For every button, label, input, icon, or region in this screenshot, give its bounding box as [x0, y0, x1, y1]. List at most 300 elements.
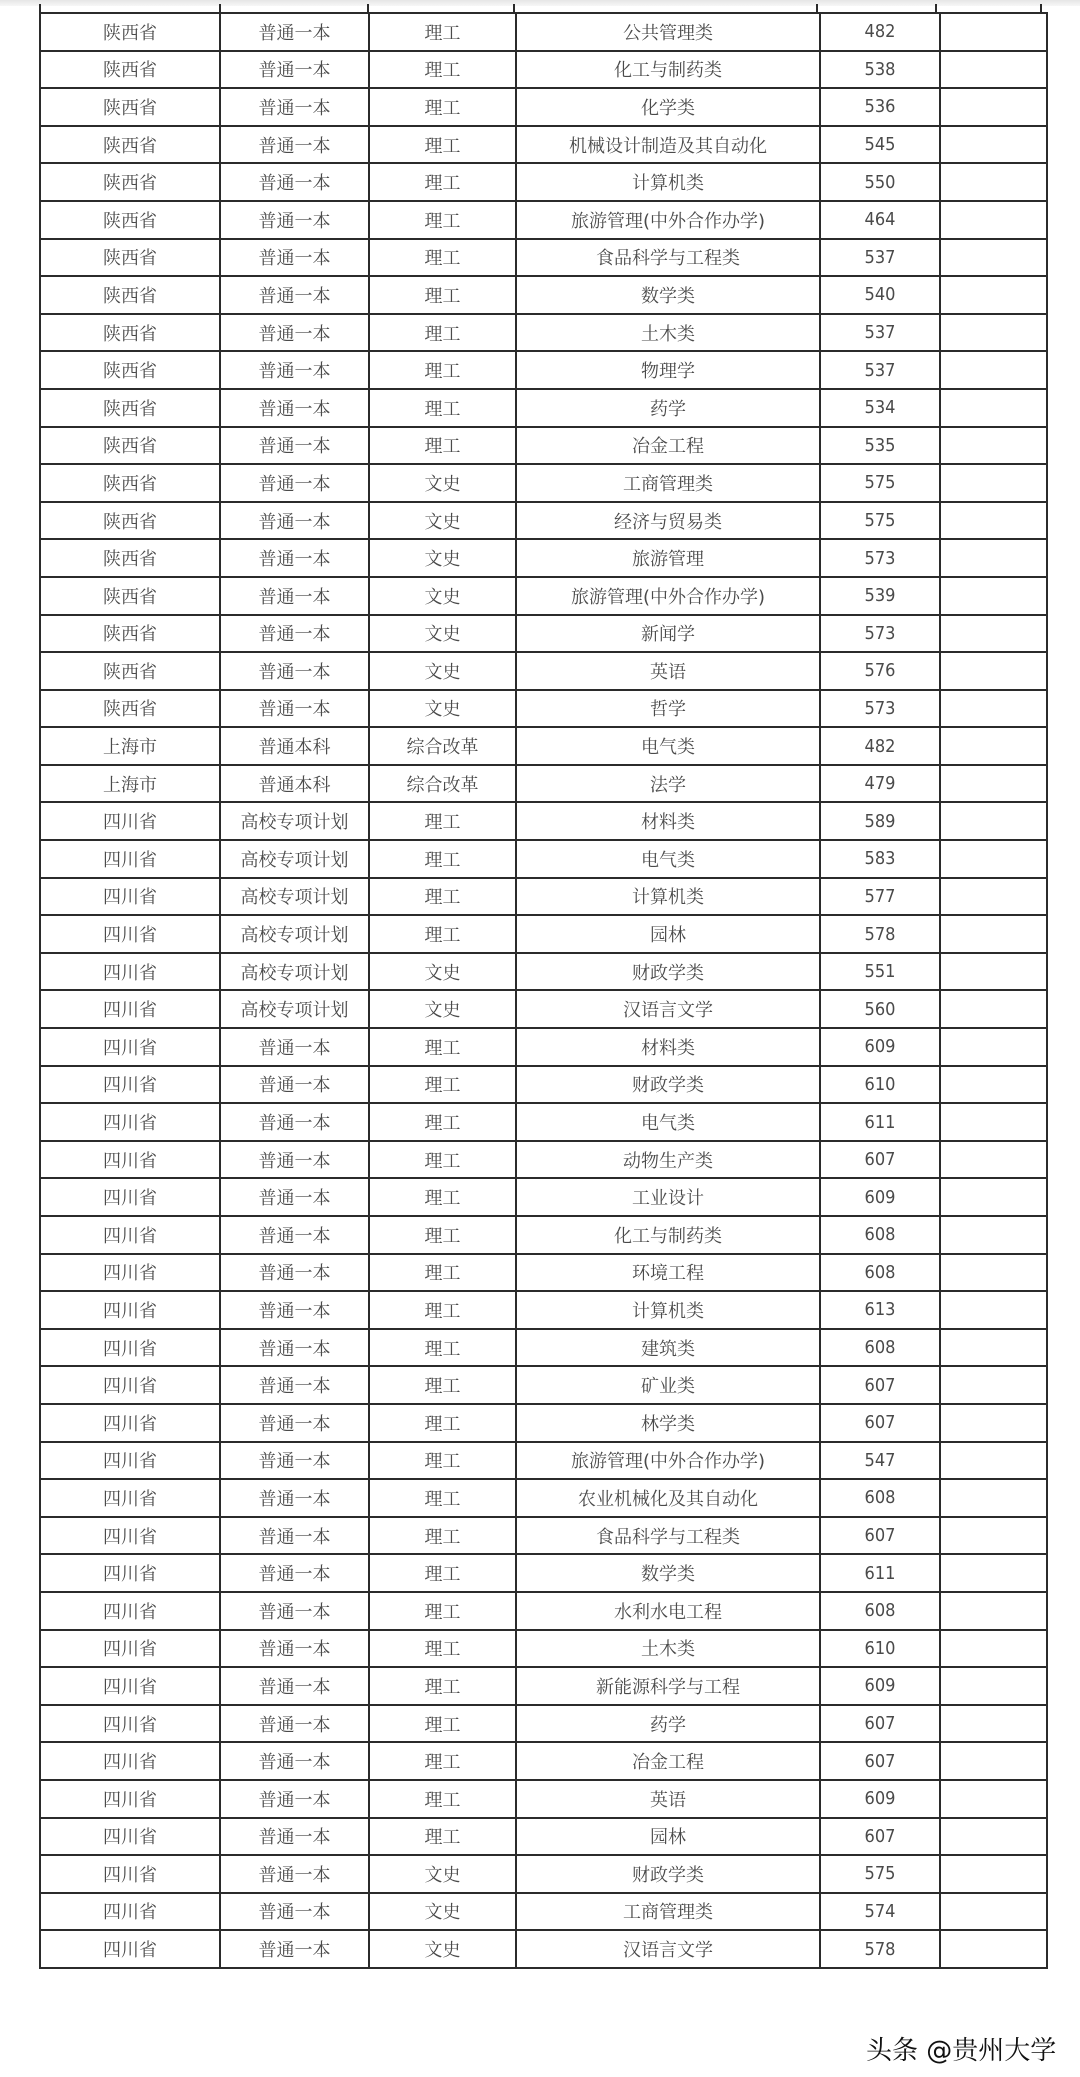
- subject-type-cell: 文史: [369, 502, 516, 540]
- province-cell: 陕西省: [40, 88, 220, 126]
- province-cell: 陕西省: [40, 615, 220, 653]
- major-cell: 化工与制药类: [516, 51, 820, 89]
- major-cell: 经济与贸易类: [516, 502, 820, 540]
- score-cell: 607: [820, 1517, 940, 1555]
- major-cell: 电气类: [516, 840, 820, 878]
- score-cell: 560: [820, 990, 940, 1028]
- province-cell: 四川省: [40, 1667, 220, 1705]
- table-row: [40, 1216, 1047, 1254]
- batch-cell: 高校专项计划: [220, 915, 369, 953]
- batch-cell: 普通一本: [220, 389, 369, 427]
- batch-cell: 普通一本: [220, 1893, 369, 1931]
- score-cell: 607: [820, 1742, 940, 1780]
- table-row: [40, 126, 1047, 164]
- batch-cell: 普通一本: [220, 1254, 369, 1292]
- major-cell: 新能源科学与工程: [516, 1667, 820, 1705]
- province-cell: 陕西省: [40, 126, 220, 164]
- subject-type-cell: 综合改革: [369, 727, 516, 765]
- subject-type-cell: 理工: [369, 163, 516, 201]
- province-cell: 四川省: [40, 953, 220, 991]
- major-cell: 数学类: [516, 1554, 820, 1592]
- score-cell: 482: [820, 727, 940, 765]
- table-row: [40, 802, 1047, 840]
- subject-type-cell: 理工: [369, 351, 516, 389]
- subject-type-cell: 理工: [369, 314, 516, 352]
- score-cell: 573: [820, 690, 940, 728]
- major-cell: 工业设计: [516, 1178, 820, 1216]
- major-cell: 冶金工程: [516, 1742, 820, 1780]
- batch-cell: 普通一本: [220, 314, 369, 352]
- batch-cell: 普通一本: [220, 1366, 369, 1404]
- batch-cell: 普通一本: [220, 502, 369, 540]
- province-cell: 四川省: [40, 1818, 220, 1856]
- note-cell: [940, 1103, 1047, 1141]
- province-cell: 四川省: [40, 1705, 220, 1743]
- note-cell: [940, 1028, 1047, 1066]
- note-cell: [940, 878, 1047, 916]
- score-cell: 607: [820, 1705, 940, 1743]
- subject-type-cell: 理工: [369, 51, 516, 89]
- note-cell: [940, 953, 1047, 991]
- score-cell: 535: [820, 427, 940, 465]
- note-cell: [940, 615, 1047, 653]
- note-cell: [940, 1667, 1047, 1705]
- province-cell: 四川省: [40, 1291, 220, 1329]
- score-cell: 608: [820, 1254, 940, 1292]
- province-cell: 陕西省: [40, 389, 220, 427]
- subject-type-cell: 理工: [369, 1517, 516, 1555]
- score-cell: 583: [820, 840, 940, 878]
- major-cell: 冶金工程: [516, 427, 820, 465]
- note-cell: [940, 1254, 1047, 1292]
- note-cell: [940, 1554, 1047, 1592]
- province-cell: 四川省: [40, 1479, 220, 1517]
- table-row: [40, 840, 1047, 878]
- major-cell: 财政学类: [516, 1066, 820, 1104]
- note-cell: [940, 727, 1047, 765]
- major-cell: 药学: [516, 1705, 820, 1743]
- score-cell: 575: [820, 1855, 940, 1893]
- note-cell: [940, 802, 1047, 840]
- subject-type-cell: 文史: [369, 539, 516, 577]
- province-cell: 四川省: [40, 1028, 220, 1066]
- note-cell: [940, 690, 1047, 728]
- province-cell: 四川省: [40, 1329, 220, 1367]
- major-cell: 食品科学与工程类: [516, 1517, 820, 1555]
- batch-cell: 普通一本: [220, 1667, 369, 1705]
- score-cell: 540: [820, 276, 940, 314]
- batch-cell: 普通一本: [220, 1630, 369, 1668]
- table-row: [40, 239, 1047, 277]
- table-row: [40, 1141, 1047, 1179]
- batch-cell: 普通一本: [220, 690, 369, 728]
- score-cell: 613: [820, 1291, 940, 1329]
- note-cell: [940, 51, 1047, 89]
- subject-type-cell: 理工: [369, 1818, 516, 1856]
- table-row: [40, 51, 1047, 89]
- note-cell: [940, 163, 1047, 201]
- subject-type-cell: 文史: [369, 1855, 516, 1893]
- province-cell: 四川省: [40, 990, 220, 1028]
- table-row: [40, 314, 1047, 352]
- score-cell: 573: [820, 539, 940, 577]
- subject-type-cell: 理工: [369, 1141, 516, 1179]
- batch-cell: 普通一本: [220, 51, 369, 89]
- table-row: [40, 502, 1047, 540]
- note-cell: [940, 1780, 1047, 1818]
- province-cell: 四川省: [40, 1893, 220, 1931]
- subject-type-cell: 理工: [369, 1554, 516, 1592]
- subject-type-cell: 理工: [369, 276, 516, 314]
- subject-type-cell: 理工: [369, 840, 516, 878]
- table-row: [40, 1705, 1047, 1743]
- score-cell: 610: [820, 1066, 940, 1104]
- note-cell: [940, 539, 1047, 577]
- table-row: [40, 1404, 1047, 1442]
- subject-type-cell: 文史: [369, 652, 516, 690]
- score-cell: 609: [820, 1780, 940, 1818]
- score-cell: 575: [820, 502, 940, 540]
- score-cell: 482: [820, 13, 940, 51]
- batch-cell: 普通一本: [220, 351, 369, 389]
- subject-type-cell: 综合改革: [369, 765, 516, 803]
- subject-type-cell: 理工: [369, 427, 516, 465]
- subject-type-cell: 理工: [369, 1366, 516, 1404]
- batch-cell: 普通一本: [220, 577, 369, 615]
- score-cell: 575: [820, 464, 940, 502]
- major-cell: 工商管理类: [516, 1893, 820, 1931]
- table-row: [40, 690, 1047, 728]
- batch-cell: 普通一本: [220, 1818, 369, 1856]
- note-cell: [940, 1893, 1047, 1931]
- province-cell: 四川省: [40, 1366, 220, 1404]
- score-cell: 610: [820, 1630, 940, 1668]
- batch-cell: 普通一本: [220, 201, 369, 239]
- table-row: [40, 878, 1047, 916]
- province-cell: 陕西省: [40, 502, 220, 540]
- note-cell: [940, 1930, 1047, 1968]
- score-cell: 578: [820, 915, 940, 953]
- table-row: [40, 88, 1047, 126]
- batch-cell: 普通一本: [220, 1291, 369, 1329]
- note-cell: [940, 1066, 1047, 1104]
- major-cell: 汉语言文学: [516, 1930, 820, 1968]
- major-cell: 土木类: [516, 314, 820, 352]
- score-cell: 609: [820, 1178, 940, 1216]
- note-cell: [940, 88, 1047, 126]
- province-cell: 陕西省: [40, 464, 220, 502]
- subject-type-cell: 理工: [369, 1667, 516, 1705]
- score-cell: 538: [820, 51, 940, 89]
- subject-type-cell: 理工: [369, 1329, 516, 1367]
- province-cell: 上海市: [40, 765, 220, 803]
- note-cell: [940, 1291, 1047, 1329]
- note-cell: [940, 351, 1047, 389]
- major-cell: 旅游管理(中外合作办学): [516, 577, 820, 615]
- province-cell: 陕西省: [40, 163, 220, 201]
- subject-type-cell: 文史: [369, 577, 516, 615]
- note-cell: [940, 1818, 1047, 1856]
- batch-cell: 普通一本: [220, 464, 369, 502]
- score-cell: 607: [820, 1366, 940, 1404]
- subject-type-cell: 理工: [369, 915, 516, 953]
- batch-cell: 高校专项计划: [220, 802, 369, 840]
- note-cell: [940, 1705, 1047, 1743]
- score-cell: 545: [820, 126, 940, 164]
- province-cell: 上海市: [40, 727, 220, 765]
- major-cell: 化学类: [516, 88, 820, 126]
- province-cell: 四川省: [40, 840, 220, 878]
- table-row: [40, 1442, 1047, 1480]
- note-cell: [940, 464, 1047, 502]
- note-cell: [940, 1517, 1047, 1555]
- province-cell: 陕西省: [40, 351, 220, 389]
- table-row: [40, 1103, 1047, 1141]
- batch-cell: 普通一本: [220, 1855, 369, 1893]
- province-cell: 陕西省: [40, 652, 220, 690]
- batch-cell: 普通一本: [220, 1554, 369, 1592]
- score-cell: 589: [820, 802, 940, 840]
- score-cell: 609: [820, 1028, 940, 1066]
- major-cell: 数学类: [516, 276, 820, 314]
- batch-cell: 普通本科: [220, 765, 369, 803]
- major-cell: 材料类: [516, 802, 820, 840]
- batch-cell: 普通一本: [220, 1479, 369, 1517]
- province-cell: 四川省: [40, 1742, 220, 1780]
- subject-type-cell: 理工: [369, 201, 516, 239]
- major-cell: 农业机械化及其自动化: [516, 1479, 820, 1517]
- note-cell: [940, 765, 1047, 803]
- major-cell: 工商管理类: [516, 464, 820, 502]
- table-row: [40, 1780, 1047, 1818]
- table-row: [40, 652, 1047, 690]
- batch-cell: 普通一本: [220, 1028, 369, 1066]
- province-cell: 陕西省: [40, 314, 220, 352]
- province-cell: 四川省: [40, 1254, 220, 1292]
- major-cell: 新闻学: [516, 615, 820, 653]
- score-cell: 609: [820, 1667, 940, 1705]
- batch-cell: 普通一本: [220, 1592, 369, 1630]
- major-cell: 英语: [516, 652, 820, 690]
- score-cell: 537: [820, 351, 940, 389]
- subject-type-cell: 理工: [369, 1442, 516, 1480]
- admission-scores-table: [39, 12, 1048, 1969]
- major-cell: 财政学类: [516, 1855, 820, 1893]
- table-row: [40, 201, 1047, 239]
- subject-type-cell: 文史: [369, 1893, 516, 1931]
- table-top-stubs: [0, 0, 1080, 12]
- note-cell: [940, 840, 1047, 878]
- subject-type-cell: 文史: [369, 464, 516, 502]
- major-cell: 计算机类: [516, 163, 820, 201]
- table-row: [40, 1366, 1047, 1404]
- table-row: [40, 1930, 1047, 1968]
- note-cell: [940, 427, 1047, 465]
- batch-cell: 普通一本: [220, 13, 369, 51]
- table-row: [40, 1066, 1047, 1104]
- subject-type-cell: 理工: [369, 1479, 516, 1517]
- note-cell: [940, 1742, 1047, 1780]
- table-row: [40, 1178, 1047, 1216]
- table-row: [40, 351, 1047, 389]
- score-cell: 608: [820, 1479, 940, 1517]
- major-cell: 建筑类: [516, 1329, 820, 1367]
- batch-cell: 高校专项计划: [220, 840, 369, 878]
- subject-type-cell: 理工: [369, 1254, 516, 1292]
- major-cell: 药学: [516, 389, 820, 427]
- table-row: [40, 1028, 1047, 1066]
- major-cell: 汉语言文学: [516, 990, 820, 1028]
- batch-cell: 高校专项计划: [220, 878, 369, 916]
- table-row: [40, 13, 1047, 51]
- note-cell: [940, 1141, 1047, 1179]
- note-cell: [940, 652, 1047, 690]
- subject-type-cell: 理工: [369, 126, 516, 164]
- table-row: [40, 427, 1047, 465]
- province-cell: 陕西省: [40, 13, 220, 51]
- subject-type-cell: 理工: [369, 1178, 516, 1216]
- batch-cell: 普通本科: [220, 727, 369, 765]
- note-cell: [940, 1479, 1047, 1517]
- major-cell: 公共管理类: [516, 13, 820, 51]
- province-cell: 陕西省: [40, 201, 220, 239]
- score-cell: 537: [820, 239, 940, 277]
- score-cell: 479: [820, 765, 940, 803]
- subject-type-cell: 理工: [369, 1630, 516, 1668]
- table-row: [40, 1517, 1047, 1555]
- batch-cell: 普通一本: [220, 1442, 369, 1480]
- province-cell: 四川省: [40, 1141, 220, 1179]
- major-cell: 物理学: [516, 351, 820, 389]
- province-cell: 四川省: [40, 1930, 220, 1968]
- table-row: [40, 577, 1047, 615]
- note-cell: [940, 1630, 1047, 1668]
- score-cell: 577: [820, 878, 940, 916]
- major-cell: 材料类: [516, 1028, 820, 1066]
- note-cell: [940, 1216, 1047, 1254]
- major-cell: 旅游管理: [516, 539, 820, 577]
- subject-type-cell: 理工: [369, 1742, 516, 1780]
- score-cell: 574: [820, 1893, 940, 1931]
- table-row: [40, 1667, 1047, 1705]
- score-cell: 547: [820, 1442, 940, 1480]
- note-cell: [940, 1855, 1047, 1893]
- batch-cell: 普通一本: [220, 652, 369, 690]
- batch-cell: 普通一本: [220, 1930, 369, 1968]
- table-body: [40, 13, 1047, 1968]
- major-cell: 电气类: [516, 727, 820, 765]
- major-cell: 机械设计制造及其自动化: [516, 126, 820, 164]
- province-cell: 陕西省: [40, 427, 220, 465]
- batch-cell: 普通一本: [220, 1141, 369, 1179]
- subject-type-cell: 理工: [369, 802, 516, 840]
- note-cell: [940, 239, 1047, 277]
- note-cell: [940, 1366, 1047, 1404]
- note-cell: [940, 1442, 1047, 1480]
- province-cell: 陕西省: [40, 51, 220, 89]
- subject-type-cell: 理工: [369, 1216, 516, 1254]
- major-cell: 旅游管理(中外合作办学): [516, 201, 820, 239]
- score-cell: 464: [820, 201, 940, 239]
- province-cell: 四川省: [40, 1178, 220, 1216]
- score-cell: 608: [820, 1329, 940, 1367]
- province-cell: 四川省: [40, 1442, 220, 1480]
- table-row: [40, 615, 1047, 653]
- major-cell: 动物生产类: [516, 1141, 820, 1179]
- note-cell: [940, 1404, 1047, 1442]
- major-cell: 英语: [516, 1780, 820, 1818]
- table-row: [40, 990, 1047, 1028]
- major-cell: 化工与制药类: [516, 1216, 820, 1254]
- score-cell: 611: [820, 1554, 940, 1592]
- score-cell: 607: [820, 1818, 940, 1856]
- subject-type-cell: 理工: [369, 239, 516, 277]
- province-cell: 四川省: [40, 1066, 220, 1104]
- table-row: [40, 163, 1047, 201]
- note-cell: [940, 1592, 1047, 1630]
- table-row: [40, 1592, 1047, 1630]
- major-cell: 水利水电工程: [516, 1592, 820, 1630]
- table-row: [40, 539, 1047, 577]
- batch-cell: 高校专项计划: [220, 953, 369, 991]
- batch-cell: 普通一本: [220, 1103, 369, 1141]
- major-cell: 计算机类: [516, 878, 820, 916]
- major-cell: 环境工程: [516, 1254, 820, 1292]
- note-cell: [940, 502, 1047, 540]
- batch-cell: 普通一本: [220, 163, 369, 201]
- province-cell: 四川省: [40, 915, 220, 953]
- subject-type-cell: 文史: [369, 615, 516, 653]
- note-cell: [940, 314, 1047, 352]
- note-cell: [940, 915, 1047, 953]
- table-row: [40, 1855, 1047, 1893]
- province-cell: 陕西省: [40, 690, 220, 728]
- batch-cell: 普通一本: [220, 1329, 369, 1367]
- table-row: [40, 1818, 1047, 1856]
- note-cell: [940, 990, 1047, 1028]
- batch-cell: 普通一本: [220, 1705, 369, 1743]
- note-cell: [940, 1178, 1047, 1216]
- table-row: [40, 1630, 1047, 1668]
- score-cell: 534: [820, 389, 940, 427]
- table-row: [40, 1254, 1047, 1292]
- subject-type-cell: 理工: [369, 1592, 516, 1630]
- subject-type-cell: 理工: [369, 1780, 516, 1818]
- major-cell: 矿业类: [516, 1366, 820, 1404]
- subject-type-cell: 理工: [369, 1066, 516, 1104]
- province-cell: 陕西省: [40, 539, 220, 577]
- batch-cell: 高校专项计划: [220, 990, 369, 1028]
- batch-cell: 普通一本: [220, 239, 369, 277]
- major-cell: 食品科学与工程类: [516, 239, 820, 277]
- note-cell: [940, 13, 1047, 51]
- note-cell: [940, 201, 1047, 239]
- province-cell: 陕西省: [40, 239, 220, 277]
- score-cell: 537: [820, 314, 940, 352]
- score-cell: 576: [820, 652, 940, 690]
- table-row: [40, 765, 1047, 803]
- subject-type-cell: 理工: [369, 1291, 516, 1329]
- note-cell: [940, 389, 1047, 427]
- watermark: 头条 @贵州大学: [866, 2036, 1057, 2066]
- table-row: [40, 389, 1047, 427]
- subject-type-cell: 文史: [369, 690, 516, 728]
- score-cell: 539: [820, 577, 940, 615]
- table-row: [40, 727, 1047, 765]
- province-cell: 陕西省: [40, 577, 220, 615]
- subject-type-cell: 理工: [369, 88, 516, 126]
- batch-cell: 普通一本: [220, 1780, 369, 1818]
